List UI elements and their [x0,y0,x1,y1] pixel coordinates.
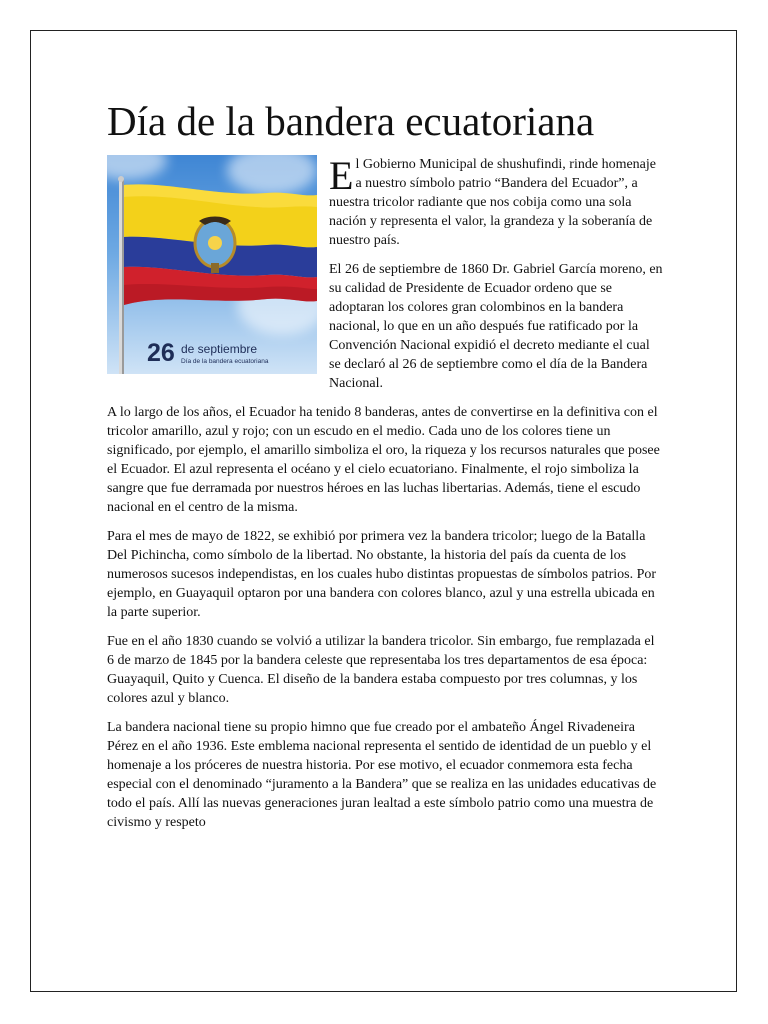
paragraph-3: A lo largo de los años, el Ecuador ha tenido 8 banderas, antes de convertirse en la definitiva con el tricolor amarillo, azul y rojo; con un escudo en el medio. Cada uno de los colores tiene un significado, por ejemplo, el amarillo simboliza el oro, la riqueza y los recursos naturales que posee el Ecuador. El azul representa el océano y el cielo ecuatoriano. Finalmente, el rojo simboliza la sangre que fue derramada por nuestros héroes en las luchas libertarias. Además, tiene el escudo nacional en el centro de la misma. [107,405,660,515]
date-text: de septiembre [181,342,258,356]
paragraph-5: Fue en el año 1830 cuando se volvió a utilizar la bandera tricolor. Sin embargo, fue remplazada el 6 de marzo de 1845 por la bandera celeste que representaba los tres departamentos de esa época: Guayaquil, Quito y Cuenca. El diseño de la bandera estaba compuesto por tres columnas, y los colores azul y blanco. [107,634,655,706]
paragraph-6: La bandera nacional tiene su propio himno que fue creado por el ambateño Ángel Rivadeneira Pérez en el año 1936. Este emblema nacional representa el sentido de identidad de un pueblo y el homenaje a los próceres de nuestra historia. Por ese motivo, el ecuador conmemora esta fecha especial con el denominado “juramento a la Bandera” que se realiza en las unidades educativas de todo el país. Allí las nuevas generaciones juran lealtad a este símbolo patrio como una muestra de civismo y respeto [107,720,657,830]
paragraph-1-text: l Gobierno Municipal de shushufindi, rinde homenaje a nuestro símbolo patrio “Bandera del Ecuador”, a nuestra tricolor radiante que nos cobija como una sola nación y representa el valor, la grandeza y la soberanía de nuestro país. [329,157,656,248]
paragraph-2: El 26 de septiembre de 1860 Dr. Gabriel García moreno, en su calidad de Presidente de Ecuador ordeno que se adoptaran los colores gran colombinos en la bandera nacional, lo que en un año después fue ratificado por la Convención Nacional expidió el decreto mediante el cual se declaró al 26 de septiembre como el día de la Bandera Nacional. [329,262,663,391]
page-title: Día de la bandera ecuatoriana [107,98,595,144]
date-number: 26 [147,339,175,367]
drop-cap: E [329,153,354,198]
article-body [107,155,663,842]
paragraph-4: Para el mes de mayo de 1822, se exhibió por primera vez la bandera tricolor; luego de la Batalla Del Pichincha, como símbolo de la libertad. No obstante, la historia del país da cuenta de los numerosos sucesos independistas, en los cuales hubo distintas propuestas de símbolos patrios. Por ejemplo, en Guayaquil optaron por una bandera con colores blanco, azul y una estrella ubicada en la parte superior. [107,529,657,620]
document-page [30,30,737,992]
image-subtitle: Día de la bandera ecuatoriana [181,358,269,365]
flag-image [107,155,317,374]
